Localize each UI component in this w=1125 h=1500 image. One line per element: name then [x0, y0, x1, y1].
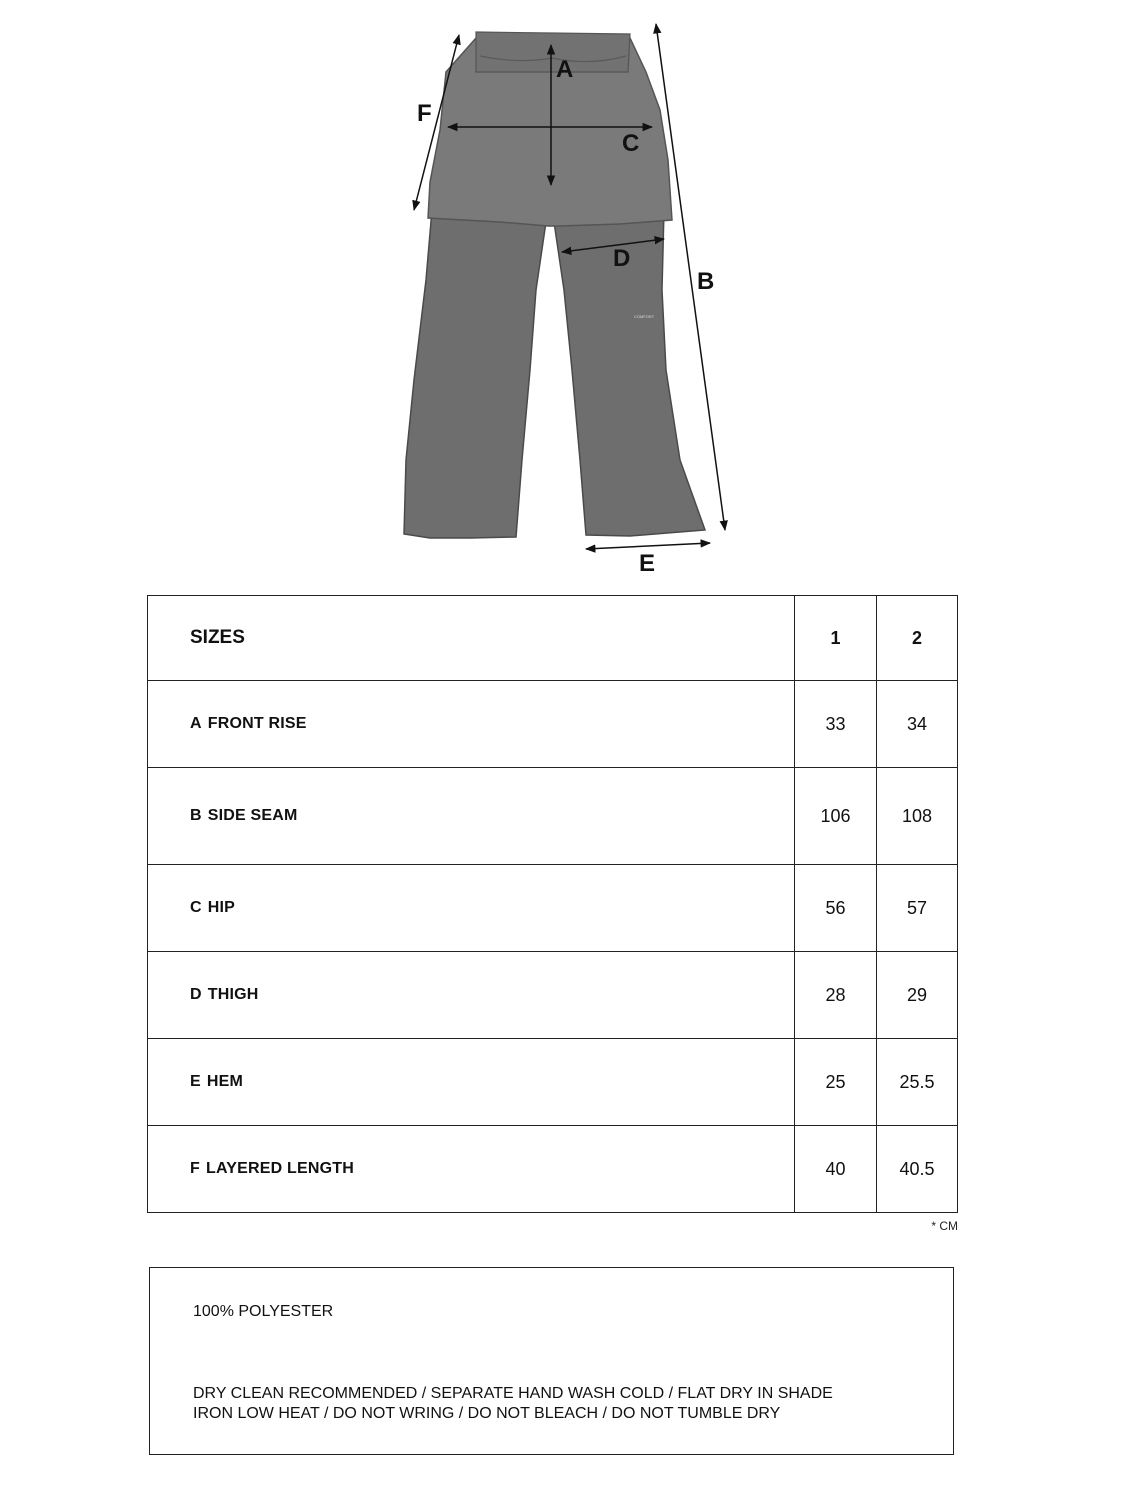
size-chart-table [147, 595, 958, 1213]
table-row [148, 681, 958, 768]
table-header-row [148, 596, 958, 681]
label-a: A [556, 56, 574, 83]
care-line-2: IRON LOW HEAT / DO NOT WRING / DO NOT BLEACH / DO NOT TUMBLE DRY [193, 1405, 781, 1422]
garment-diagram [0, 0, 1125, 590]
table-row [148, 1126, 958, 1213]
size-1-value: 56 [795, 865, 877, 952]
sizes-title: SIZES [148, 596, 795, 681]
measure-code: D [190, 986, 202, 1003]
size-2-header: 2 [877, 596, 958, 681]
measure-code: C [190, 899, 202, 916]
care-instructions [193, 1384, 833, 1424]
label-b: B [697, 268, 715, 295]
measure-code: A [190, 715, 202, 732]
size-1-value: 40 [795, 1126, 877, 1213]
pants-illustration [404, 210, 705, 538]
measure-name: THIGH [207, 986, 259, 1003]
size-1-value: 33 [795, 681, 877, 768]
table-row [148, 865, 958, 952]
measure-name: HEM [206, 1073, 244, 1090]
table-row [148, 768, 958, 865]
size-1-value: 106 [795, 768, 877, 865]
label-d: D [613, 245, 631, 272]
arrow-e-hem [586, 543, 710, 549]
size-1-value: 25 [795, 1039, 877, 1126]
size-1-header: 1 [795, 596, 877, 681]
measure-name: HIP [207, 899, 236, 916]
measure-name: SIDE SEAM [207, 807, 298, 824]
material-text: 100% POLYESTER [193, 1303, 334, 1320]
label-c: C [622, 130, 640, 157]
measure-code: E [190, 1073, 201, 1090]
care-box [149, 1267, 954, 1455]
unit-note: * CM [931, 1219, 958, 1233]
care-line-1: DRY CLEAN RECOMMENDED / SEPARATE HAND WASH COLD / FLAT DRY IN SHADE [193, 1385, 833, 1402]
size-1-value: 28 [795, 952, 877, 1039]
size-2-value: 108 [877, 768, 958, 865]
measure-code: F [190, 1160, 200, 1177]
size-2-value: 29 [877, 952, 958, 1039]
table-row [148, 1039, 958, 1126]
label-e: E [639, 550, 656, 577]
measure-name: FRONT RISE [207, 715, 307, 732]
waistband [476, 32, 630, 72]
table-row [148, 952, 958, 1039]
size-2-value: 25.5 [877, 1039, 958, 1126]
measure-code: B [190, 807, 202, 824]
size-2-value: 34 [877, 681, 958, 768]
measure-name: LAYERED LENGTH [205, 1160, 354, 1177]
label-f: F [417, 100, 432, 127]
logo-print: COMFORT [634, 314, 655, 319]
size-2-value: 57 [877, 865, 958, 952]
size-2-value: 40.5 [877, 1126, 958, 1213]
